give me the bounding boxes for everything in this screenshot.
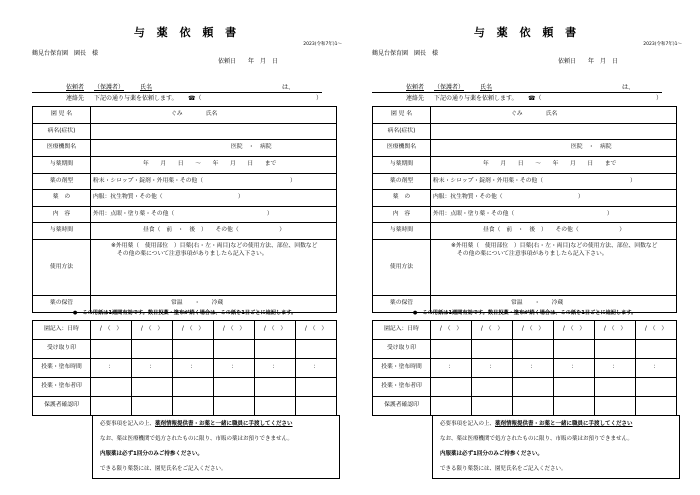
contact-label: 連絡先 — [406, 95, 425, 102]
validity-note: ● この用紙は1週間有効です。数日投薬・塗布が続く場合は、この紙を1日ごとに追記します。 — [72, 310, 297, 316]
date-cell[interactable]: / （ ） — [132, 321, 173, 340]
row-label: 医療機関名 — [33, 140, 91, 157]
usage-field[interactable] — [431, 240, 677, 296]
stamp-cell[interactable] — [472, 378, 513, 397]
time-cell[interactable]: ： — [132, 359, 173, 378]
time-cell[interactable]: ： — [91, 359, 132, 378]
oral-content-field[interactable]: 内服：抗生物質・その他（ ） — [431, 190, 677, 207]
instruction-line-4: できる限り薬袋には、園児氏名をご記入ください。 — [100, 466, 227, 472]
row-label: 病名(症状) — [33, 124, 91, 140]
stamp-cell[interactable] — [636, 378, 677, 397]
addressee: 鶴見台保育園 園長 様 — [32, 50, 99, 57]
stamp-cell[interactable] — [132, 340, 173, 359]
row-label: 与薬期間 — [373, 157, 431, 174]
storage-field[interactable]: 常温 ・ 冷蔵 — [431, 296, 677, 313]
date-cell[interactable]: / （ ） — [554, 321, 595, 340]
row-label: 使用方法 — [373, 240, 431, 296]
date-cell[interactable]: / （ ） — [513, 321, 554, 340]
contact-text: 下記の通り与薬を依頼します。 — [94, 95, 178, 102]
stamp-cell[interactable] — [132, 397, 173, 416]
stamp-cell[interactable] — [513, 378, 554, 397]
instructions-box — [432, 415, 680, 479]
date-cell[interactable]: / （ ） — [173, 321, 214, 340]
stamp-cell[interactable] — [255, 340, 296, 359]
received-label: 受け取り印 — [33, 340, 91, 359]
time-cell[interactable]: ： — [595, 359, 636, 378]
row-label: 内 容 — [373, 207, 431, 223]
stamp-cell[interactable] — [431, 340, 472, 359]
requester-label: 依頼者 — [406, 84, 425, 91]
stamp-cell[interactable] — [472, 397, 513, 416]
timing-field[interactable]: 昼食（ 前 ・ 後 ） その他（ ） — [91, 223, 337, 240]
stamp-cell[interactable] — [296, 340, 337, 359]
stamp-cell[interactable] — [173, 340, 214, 359]
stamp-cell[interactable] — [513, 397, 554, 416]
period-field[interactable]: 年 月 日 ～ 年 月 日 まで — [91, 157, 337, 174]
details-table — [32, 106, 337, 313]
person-label: 投薬・塗布者印 — [373, 378, 431, 397]
row-label: 薬の剤型 — [33, 174, 91, 190]
phone-icon: ☎（ — [188, 95, 202, 102]
requester-name-label: 氏名 — [140, 84, 153, 91]
instructions-box — [92, 415, 340, 479]
form-title: 与 薬 依 頼 書 — [133, 26, 241, 39]
time-cell[interactable]: ： — [431, 359, 472, 378]
date-cell[interactable]: / （ ） — [296, 321, 337, 340]
row-label: 薬 の — [33, 190, 91, 207]
time-cell[interactable]: ： — [554, 359, 595, 378]
topical-content-field[interactable]: 外用：点眼・塗り薬・その他（ ） — [91, 207, 337, 223]
instruction-line-3: 内服薬は必ず1回分のみご持参ください。 — [440, 451, 543, 457]
illness-field[interactable] — [431, 124, 677, 140]
illness-field[interactable] — [91, 124, 337, 140]
topical-content-field[interactable]: 外用：点眼・塗り薬・その他（ ） — [431, 207, 677, 223]
stamp-cell[interactable] — [636, 340, 677, 359]
instruction-line-2: なお、薬は医療機関で処方されたものに限り、市販の薬はお預りできません。 — [100, 436, 293, 442]
instruction-line-2: なお、薬は医療機関で処方されたものに限り、市販の薬はお預りできません。 — [440, 436, 633, 442]
instruction-line-1 — [440, 422, 633, 428]
stamp-cell[interactable] — [595, 340, 636, 359]
stamp-cell[interactable] — [296, 378, 337, 397]
contact-line — [32, 95, 322, 104]
era-note: 2023(令和7年)1～ — [303, 42, 342, 47]
date-label: 園記入：日時 — [33, 321, 91, 340]
stamp-cell[interactable] — [595, 397, 636, 416]
date-cell[interactable]: / （ ） — [595, 321, 636, 340]
date-cell[interactable]: / （ ） — [431, 321, 472, 340]
request-date: 依頼日 年 月 日 — [218, 58, 279, 65]
details-table — [372, 106, 677, 313]
stamp-cell[interactable] — [636, 397, 677, 416]
storage-field[interactable]: 常温 ・ 冷蔵 — [91, 296, 337, 313]
validity-note: ● この用紙は1週間有効です。数日投薬・塗布が続く場合は、この紙を1日ごとに追記します。 — [412, 310, 637, 316]
stamp-cell[interactable] — [472, 340, 513, 359]
contact-text: 下記の通り与薬を依頼します。 — [434, 95, 518, 102]
dosage-form-field[interactable]: 粉末・シロップ・錠剤・外用薬・その他（ ） — [91, 174, 337, 190]
date-cell[interactable]: / （ ） — [636, 321, 677, 340]
time-cell[interactable]: ： — [214, 359, 255, 378]
stamp-cell[interactable] — [214, 340, 255, 359]
stamp-cell[interactable] — [513, 340, 554, 359]
timing-field[interactable]: 昼食（ 前 ・ 後 ） その他（ ） — [431, 223, 677, 240]
stamp-cell[interactable] — [554, 340, 595, 359]
stamp-cell[interactable] — [173, 378, 214, 397]
date-cell[interactable]: / （ ） — [91, 321, 132, 340]
time-cell[interactable]: ： — [173, 359, 214, 378]
requester-line — [32, 84, 322, 93]
date-cell[interactable]: / （ ） — [255, 321, 296, 340]
request-date: 依頼日 年 月 日 — [558, 58, 619, 65]
date-cell[interactable]: / （ ） — [214, 321, 255, 340]
stamp-cell[interactable] — [255, 397, 296, 416]
stamp-cell[interactable] — [595, 378, 636, 397]
stamp-cell[interactable] — [431, 378, 472, 397]
child-name-field[interactable]: ぐみ 氏名 — [91, 107, 337, 124]
stamp-cell[interactable] — [132, 378, 173, 397]
stamp-cell[interactable] — [214, 378, 255, 397]
instruction-underlined: 薬剤情報提供書・お薬と一緒に職員に手渡してください — [155, 421, 293, 427]
time-cell[interactable]: ： — [513, 359, 554, 378]
usage-note-1: ※外用薬（ 使用部位 ）目薬(右・左・両目)などの使用方法、部位、回数など — [451, 243, 658, 249]
row-label: 与薬期間 — [33, 157, 91, 174]
addressee: 鶴見台保育園 園長 様 — [372, 50, 439, 57]
contact-close: ） — [656, 95, 663, 102]
guardian-label: 保護者確認印 — [33, 397, 91, 416]
contact-label: 連絡先 — [66, 95, 85, 102]
time-label: 投薬・塗布時間 — [373, 359, 431, 378]
requester-ha: は、 — [282, 84, 295, 91]
administration-record-table — [32, 320, 337, 416]
instruction-line-3: 内服薬は必ず1回分のみご持参ください。 — [100, 451, 203, 457]
time-cell[interactable]: ： — [636, 359, 677, 378]
row-label: 医療機関名 — [373, 140, 431, 157]
era-note: 2023(令和7年)1～ — [643, 42, 682, 47]
period-field[interactable]: 年 月 日 ～ 年 月 日 まで — [431, 157, 677, 174]
person-label: 投薬・塗布者印 — [33, 378, 91, 397]
instruction-pre: 必要事項を記入の上、 — [440, 421, 496, 427]
row-label: 与薬時間 — [373, 223, 431, 240]
stamp-cell[interactable] — [91, 340, 132, 359]
phone-icon: ☎（ — [528, 95, 542, 102]
requester-name-label: 氏名 — [480, 84, 493, 91]
stamp-cell[interactable] — [91, 397, 132, 416]
row-label: 使用方法 — [33, 240, 91, 296]
requester-line — [372, 84, 662, 93]
row-label: 内 容 — [33, 207, 91, 223]
instruction-line-4: できる限り薬袋には、園児氏名をご記入ください。 — [440, 466, 567, 472]
clinic-field[interactable]: 医院 ・ 病院 — [91, 140, 337, 157]
time-cell[interactable]: ： — [472, 359, 513, 378]
contact-line — [372, 95, 662, 104]
instruction-pre: 必要事項を記入の上、 — [100, 421, 156, 427]
row-label: 薬の保管 — [33, 296, 91, 313]
requester-ha: は、 — [622, 84, 635, 91]
stamp-cell[interactable] — [554, 378, 595, 397]
date-cell[interactable]: / （ ） — [472, 321, 513, 340]
received-label: 受け取り印 — [373, 340, 431, 359]
stamp-cell[interactable] — [91, 378, 132, 397]
row-label: 薬の剤型 — [373, 174, 431, 190]
form-title: 与 薬 依 頼 書 — [473, 26, 581, 39]
guardian-label: 保護者確認印 — [373, 397, 431, 416]
stamp-cell[interactable] — [296, 397, 337, 416]
administration-record-table — [372, 320, 677, 416]
instruction-underlined: 薬剤情報提供書・お薬と一緒に職員に手渡してください — [495, 421, 633, 427]
stamp-cell[interactable] — [214, 397, 255, 416]
row-label: 与薬時間 — [33, 223, 91, 240]
date-label: 園記入：日時 — [373, 321, 431, 340]
medication-request-form-left — [32, 0, 342, 495]
oral-content-field[interactable]: 内服：抗生物質・その他（ ） — [91, 190, 337, 207]
row-label: 薬の保管 — [373, 296, 431, 313]
time-label: 投薬・塗布時間 — [33, 359, 91, 378]
child-name-field[interactable]: ぐみ 氏名 — [431, 107, 677, 124]
time-cell[interactable]: ： — [255, 359, 296, 378]
usage-field[interactable] — [91, 240, 337, 296]
contact-close: ） — [316, 95, 323, 102]
medication-request-form-right — [372, 0, 682, 495]
row-label: 園 児 名 — [373, 107, 431, 124]
time-cell[interactable]: ： — [296, 359, 337, 378]
stamp-cell[interactable] — [255, 378, 296, 397]
row-label: 園 児 名 — [33, 107, 91, 124]
usage-note-2: その他の薬について注意事項がありましたら記入下さい。 — [117, 250, 268, 257]
requester-guardian: （保護者） — [94, 84, 125, 91]
usage-note-2: その他の薬について注意事項がありましたら記入下さい。 — [457, 250, 608, 257]
requester-guardian: （保護者） — [434, 84, 465, 91]
row-label: 薬 の — [373, 190, 431, 207]
requester-label: 依頼者 — [66, 84, 85, 91]
stamp-cell[interactable] — [173, 397, 214, 416]
stamp-cell[interactable] — [554, 397, 595, 416]
clinic-field[interactable]: 医院 ・ 病院 — [431, 140, 677, 157]
stamp-cell[interactable] — [431, 397, 472, 416]
usage-note-1: ※外用薬（ 使用部位 ）目薬(右・左・両目)などの使用方法、部位、回数など — [111, 243, 318, 249]
instruction-line-1 — [100, 422, 293, 428]
row-label: 病名(症状) — [373, 124, 431, 140]
dosage-form-field[interactable]: 粉末・シロップ・錠剤・外用薬・その他（ ） — [431, 174, 677, 190]
